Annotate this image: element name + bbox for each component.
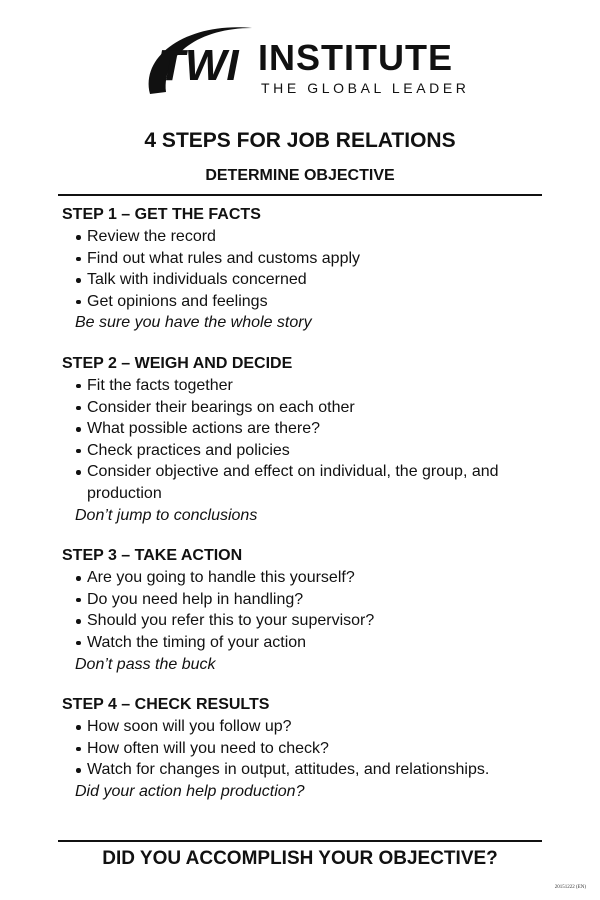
- logo-tagline: THE GLOBAL LEADER: [261, 80, 470, 96]
- logo-mark-text: TWI: [158, 41, 239, 90]
- step-3-heading: STEP 3 – TAKE ACTION: [62, 547, 243, 565]
- step-1-bullet-1: Review the record: [62, 226, 552, 248]
- step-4-note: Did your action help production?: [75, 782, 305, 800]
- step-1-bullet-4: Get opinions and feelings: [62, 291, 552, 313]
- twi-swoosh-logo-mark: [140, 14, 260, 106]
- step-1-heading: STEP 1 – GET THE FACTS: [62, 206, 261, 223]
- step-2-bullets: [62, 375, 552, 505]
- step-1: [62, 205, 552, 334]
- step-3-bullets: [62, 567, 552, 653]
- step-3-note: Don’t pass the buck: [75, 655, 216, 673]
- step-2-bullet-5: Consider objective and effect on individual, the group, and production: [62, 461, 552, 504]
- document-code: 20151222 (EN): [554, 885, 586, 890]
- twi-institute-logo: [140, 14, 470, 106]
- step-4-bullet-2: How often will you need to check?: [62, 738, 552, 760]
- step-3-bullet-2: Do you need help in handling?: [62, 589, 552, 611]
- step-4-heading: STEP 4 – CHECK RESULTS: [62, 696, 270, 714]
- step-2-bullet-4: Check practices and policies: [62, 440, 552, 462]
- card-subtitle: DETERMINE OBJECTIVE: [205, 167, 395, 184]
- step-2-heading: STEP 2 – WEIGH AND DECIDE: [62, 354, 293, 372]
- step-3-bullet-4: Watch the timing of your action: [62, 632, 552, 654]
- step-4: [62, 695, 552, 802]
- step-1-bullets: [62, 226, 552, 312]
- step-2-bullet-1: Fit the facts together: [62, 375, 552, 397]
- step-3-bullet-1: Are you going to handle this yourself?: [62, 567, 552, 589]
- closing-question: DID YOU ACCOMPLISH YOUR OBJECTIVE?: [102, 848, 498, 869]
- step-4-bullet-1: How soon will you follow up?: [62, 716, 552, 738]
- step-4-bullet-3: Watch for changes in output, attitudes, and relationships.: [62, 759, 552, 781]
- step-1-note: Be sure you have the whole story: [75, 314, 312, 332]
- bottom-divider: [58, 840, 542, 842]
- logo-brand-name: INSTITUTE: [258, 37, 453, 78]
- top-divider: [58, 194, 542, 196]
- card-title: 4 STEPS FOR JOB RELATIONS: [144, 129, 456, 152]
- step-4-bullets: [62, 716, 552, 781]
- step-2-note: Don’t jump to conclusions: [75, 506, 258, 524]
- step-1-bullet-3: Talk with individuals concerned: [62, 269, 552, 291]
- step-2-bullet-3: What possible actions are there?: [62, 418, 552, 440]
- step-3-bullet-3: Should you refer this to your supervisor?: [62, 610, 552, 632]
- step-1-bullet-2: Find out what rules and customs apply: [62, 248, 552, 270]
- steps-list: [62, 205, 552, 822]
- step-3: [62, 546, 552, 675]
- step-2-bullet-2: Consider their bearings on each other: [62, 397, 552, 419]
- step-2: [62, 354, 552, 526]
